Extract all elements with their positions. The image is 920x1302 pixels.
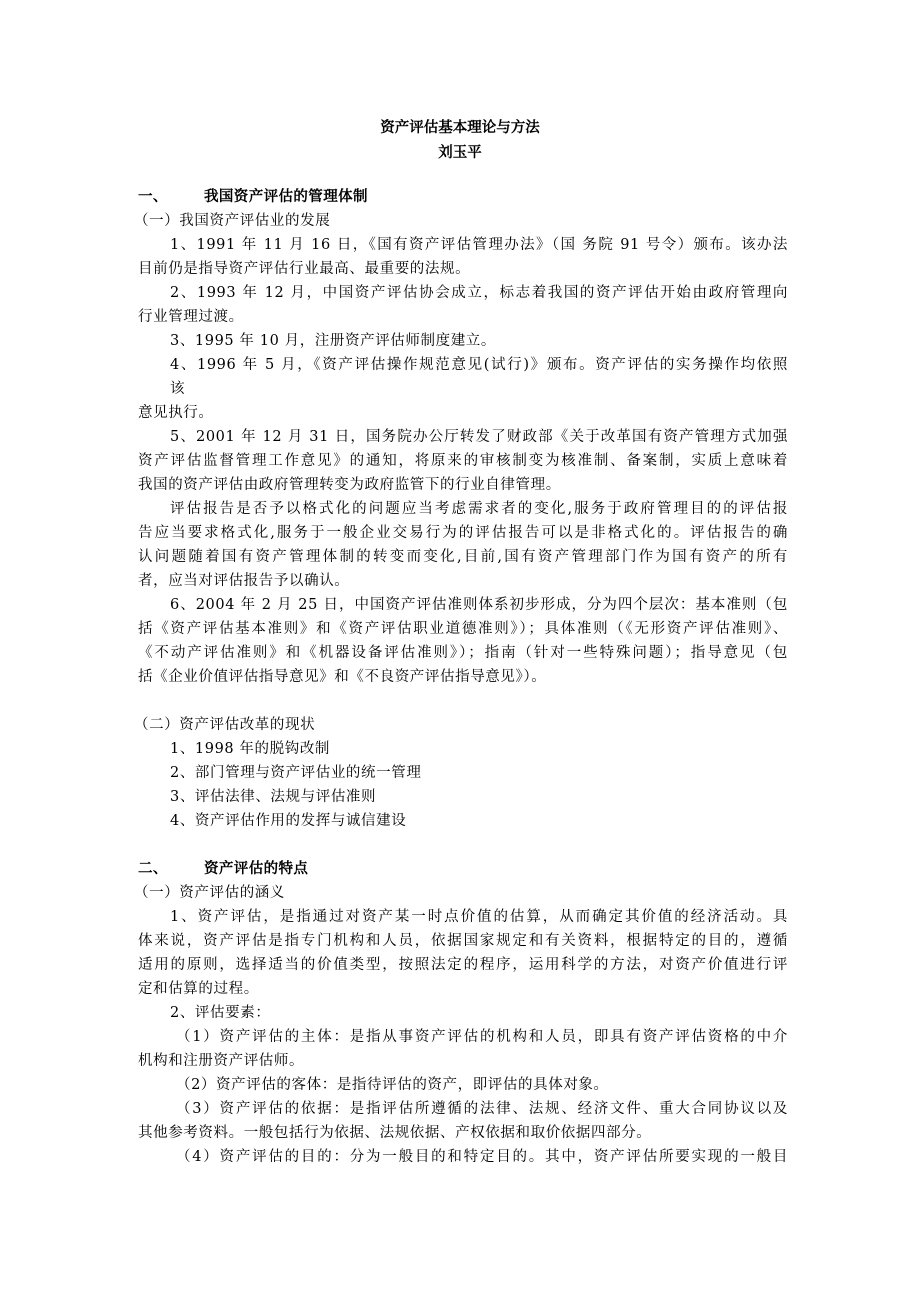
list-item: 4、资产评估作用的发挥与诚信建设: [170, 813, 407, 829]
section-number-2: 二、: [138, 861, 168, 877]
paragraph-line: 我国的资产评估由政府管理转变为政府监管下的行业自律管理。: [138, 477, 561, 493]
paragraph-line: 1、资产评估，是指通过对资产某一时点价值的估算，从而确定其价值的经济活动。具: [170, 909, 788, 925]
section-number-1: 一、: [138, 189, 168, 205]
document-author: 刘玉平: [438, 145, 482, 161]
paragraph-line: 6、2004 年 2 月 25 日，中国资产评估准则体系初步形成，分为四个层次：基本准则（包: [170, 597, 788, 613]
subsection-heading: （一）资产评估的涵义: [134, 885, 285, 901]
section-title-1: 我国资产评估的管理体制: [204, 189, 368, 205]
paragraph-line: 认问题随着国有资产管理体制的转变而变化,目前,国有资产管理部门作为国有资产的所有: [138, 549, 788, 565]
paragraph-line: 资产评估监督管理工作意见》的通知，将原来的审核制变为核准制、备案制，实质上意味着: [138, 453, 788, 469]
paragraph-line: （2）资产评估的客体：是指待评估的资产，即评估的具体对象。: [176, 1077, 609, 1093]
section-heading-2: [138, 860, 788, 878]
paragraph-line: 行业管理过渡。: [138, 309, 244, 325]
paragraph-line: 括《企业价值评估指导意见》和《不良资产评估指导意见》）。: [138, 669, 547, 685]
document-title: 资产评估基本理论与方法: [380, 120, 540, 136]
subsection-heading: （一）我国资产评估业的发展: [134, 213, 331, 229]
paragraph-line: 4、1996 年 5 月，《资产评估操作规范意见(试行)》颁布。资产评估的实务操作均依照: [170, 357, 788, 373]
paragraph-line: 目前仍是指导资产评估行业最高、最重要的法规。: [138, 261, 471, 277]
paragraph-line: 体来说，资产评估是指专门机构和人员，依据国家规定和有关资料，根据特定的目的，遵循: [138, 933, 788, 949]
section-title-2: 资产评估的特点: [204, 861, 309, 877]
paragraph-line: （4）资产评估的目的：分为一般目的和特定目的。其中，资产评估所要实现的一般目: [176, 1149, 788, 1165]
paragraph-line: 《不动产评估准则》和《机器设备评估准则》）；指南（针对一些特殊问题）；指导意见（包: [138, 645, 788, 661]
list-item: 2、部门管理与资产评估业的统一管理: [170, 765, 422, 781]
paragraph-line: 适用的原则，选择适当的价值类型，按照法定的程序，运用科学的方法，对资产价值进行评: [138, 957, 788, 973]
paragraph-line: 3、1995 年 10 月，注册资产评估师制度建立。: [170, 333, 497, 349]
paragraph-line: 告应当要求格式化,服务于一般企业交易行为的评估报告可以是非格式化的。评估报告的确: [138, 525, 788, 541]
section-heading-1: [138, 188, 788, 206]
list-item: 1、1998 年的脱钩改制: [170, 741, 331, 757]
list-item: 3、评估法律、法规与评估准则: [170, 789, 377, 805]
paragraph-line: 5、2001 年 12 月 31 日，国务院办公厅转发了财政部《关于改革国有资产管理方式加强: [170, 429, 788, 445]
paragraph-line: 该: [170, 381, 186, 397]
paragraph-line: 意见执行。: [138, 405, 214, 421]
paragraph-line: 1、1991 年 11 月 16 日，《国有资产评估管理办法》（国 务院 91 号令）颁布。该办法: [170, 237, 788, 253]
subsection-heading: （二）资产评估改革的现状: [134, 717, 316, 733]
paragraph-line: 括《资产评估基本准则》和《资产评估职业道德准则》）；具体准则（《无形资产评估准则》、: [138, 621, 788, 637]
paragraph-line: 定和估算的过程。: [138, 981, 259, 997]
paragraph-line: （1）资产评估的主体：是指从事资产评估的机构和人员，即具有资产评估资格的中介: [176, 1029, 788, 1045]
paragraph-line: （3）资产评估的依据：是指评估所遵循的法律、法规、经济文件、重大合同协议以及: [176, 1101, 788, 1117]
paragraph-line: 2、评估要素：: [170, 1005, 271, 1021]
paragraph-line: 2、1993 年 12 月，中国资产评估协会成立，标志着我国的资产评估开始由政府管理向: [170, 285, 788, 301]
paragraph-line: 机构和注册资产评估师。: [138, 1053, 305, 1069]
paragraph-line: 评估报告是否予以格式化的问题应当考虑需求者的变化,服务于政府管理目的的评估报: [170, 501, 788, 517]
paragraph-line: 其他参考资料。一般包括行为依据、法规依据、产权依据和取价依据四部分。: [138, 1125, 652, 1141]
paragraph-line: 者，应当对评估报告予以确认。: [138, 573, 350, 589]
